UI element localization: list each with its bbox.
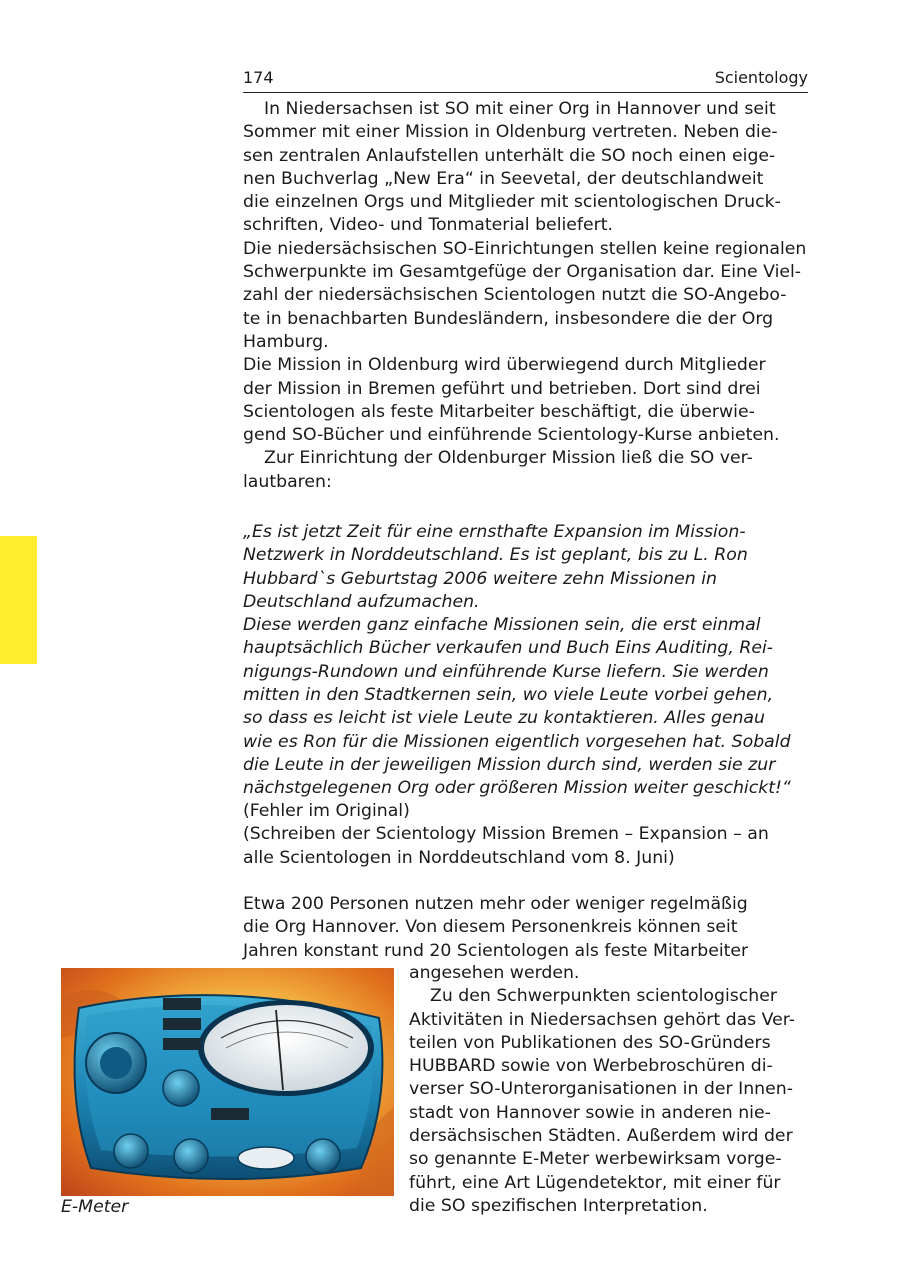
quote-line: nigungs-Rundown und einführende Kurse liefern. Sie werden	[243, 661, 769, 682]
text-line: Hamburg.	[243, 331, 329, 352]
text-line: Jahren konstant rund 20 Scientologen als feste Mitarbeiter	[243, 940, 749, 961]
quote-line: hauptsächlich Bücher verkaufen und Buch Eins Auditing, Rei-	[243, 638, 774, 659]
text-line: die SO spezifischen Interpretation.	[409, 1195, 708, 1216]
text-line: Schwerpunkte im Gesamtgefüge der Organisation dar. Eine Viel-	[243, 262, 802, 283]
body-text-members	[243, 893, 808, 963]
quote-line: so dass es leicht ist viele Leute zu kontaktieren. Alles genau	[243, 708, 765, 729]
text-line: Sommer mit einer Mission in Oldenburg vertreten. Neben die-	[243, 122, 778, 143]
text-line: stadt von Hannover sowie in anderen nie-	[409, 1102, 771, 1123]
note-line: (Schreiben der Scientology Mission Bremen – Expansion – an	[243, 824, 769, 845]
text-line: der Mission in Bremen geführt und betrieben. Dort sind drei	[243, 378, 761, 399]
body-text-intro	[243, 98, 808, 494]
figure-caption: E-Meter	[61, 1197, 129, 1217]
quote-line: mitten in den Stadtkernen sein, wo viele Leute vorbei gehen,	[243, 685, 774, 706]
running-title: Scientology	[714, 68, 808, 87]
quote-line: Deutschland aufzumachen.	[243, 591, 480, 612]
text-line: Aktivitäten in Niedersachsen gehört das Ver-	[409, 1009, 796, 1030]
text-line: te in benachbarten Bundesländern, insbesondere die der Org	[243, 308, 774, 329]
text-line: die Org Hannover. Von diesem Personenkreis können seit	[243, 917, 738, 938]
quote-line: Netzwerk in Norddeutschland. Es ist geplant, bis zu L. Ron	[243, 545, 748, 566]
text-line: zahl der niedersächsischen Scientologen nutzt die SO-Angebo-	[243, 285, 787, 306]
running-header	[243, 66, 808, 93]
quote-line: die Leute in der jeweiligen Mission durch sind, werden sie zur	[243, 754, 776, 775]
note-line: (Fehler im Original)	[243, 801, 410, 821]
note-line: alle Scientologen in Norddeutschland vom 8. Juni)	[243, 847, 675, 868]
text-line: angesehen werden.	[409, 963, 580, 983]
text-line: In Niedersachsen ist SO mit einer Org in Hannover und seit	[264, 99, 776, 119]
text-line: lautbaren:	[243, 471, 332, 492]
quote-line: nächstgelegenen Org oder größeren Mission weiter geschickt!“	[243, 778, 791, 799]
text-line: Die Mission in Oldenburg wird überwiegend durch Mitglieder	[243, 355, 766, 376]
text-line: teilen von Publikationen des SO-Gründers	[409, 1032, 771, 1053]
text-line: Zu den Schwerpunkten scientologischer	[430, 986, 777, 1007]
text-line: Scientologen als feste Mitarbeiter beschäftigt, die überwie-	[243, 401, 755, 422]
text-line: HUBBARD sowie von Werbebroschüren di-	[409, 1056, 773, 1077]
text-line: schriften, Video- und Tonmaterial beliefert.	[243, 215, 614, 236]
quote-line: Hubbard`s Geburtstag 2006 weitere zehn Missionen in	[243, 568, 718, 589]
text-line: Etwa 200 Personen nutzen mehr oder weniger regelmäßig	[243, 894, 748, 914]
page-number: 174	[243, 68, 274, 87]
text-line: Die niedersächsischen SO-Einrichtungen stellen keine regionalen	[243, 238, 807, 259]
chapter-tab-marker	[0, 536, 37, 664]
quote-line: wie es Ron für die Missionen eigentlich vorgesehen hat. Sobald	[243, 731, 791, 752]
text-line: so genannte E-Meter werbewirksam vorge-	[409, 1149, 782, 1170]
text-line: nen Buchverlag „New Era“ in Seevetal, der deutschlandweit	[243, 168, 764, 189]
quotation-block	[243, 521, 808, 801]
text-line: sen zentralen Anlaufstellen unterhält die SO noch einen eige-	[243, 145, 776, 166]
quote-line: Diese werden ganz einfache Missionen sein, die erst einmal	[243, 615, 761, 636]
text-line: Zur Einrichtung der Oldenburger Mission ließ die SO ver-	[264, 448, 753, 469]
text-line: verser SO-Unterorganisationen in der Innen-	[409, 1079, 793, 1100]
text-line: die einzelnen Orgs und Mitglieder mit scientologischen Druck-	[243, 192, 781, 213]
body-text-activities	[409, 962, 809, 1218]
e-meter-photo	[61, 968, 394, 1196]
text-line: dersächsischen Städten. Außerdem wird der	[409, 1126, 793, 1147]
text-line: gend SO-Bücher und einführende Scientology-Kurse anbieten.	[243, 425, 780, 446]
text-line: führt, eine Art Lügendetektor, mit einer für	[409, 1172, 781, 1193]
quote-line: „Es ist jetzt Zeit für eine ernsthafte Expansion im Mission-	[243, 522, 746, 542]
source-note	[243, 800, 808, 870]
